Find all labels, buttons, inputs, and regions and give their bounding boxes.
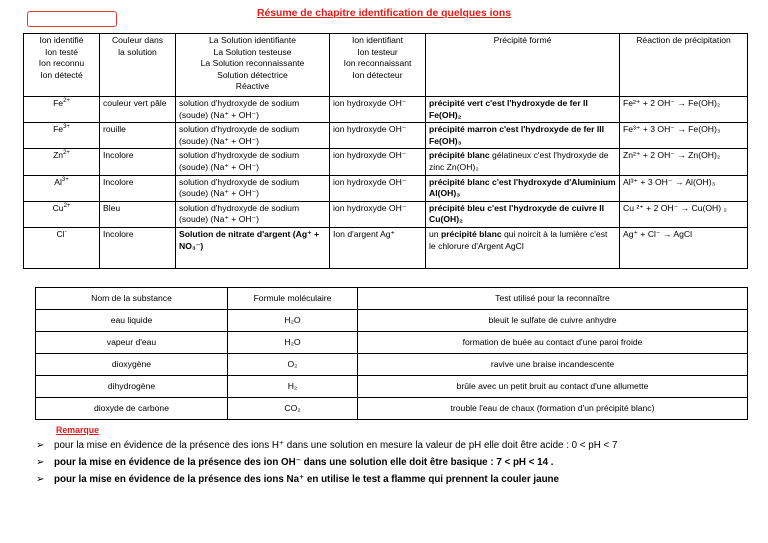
substance-formula: H₂O <box>228 310 358 332</box>
header-line: Ion identifiant <box>351 35 404 45</box>
ion-symbol: Al <box>54 176 62 187</box>
header-line: Ion testé <box>45 46 78 57</box>
color-cell: Incolore <box>100 149 176 175</box>
header-cell <box>176 34 330 97</box>
reaction-cell: Cu ²⁺ + 2 OH⁻ → Cu(OH) ₂ <box>620 201 748 227</box>
page-title: Résume de chapitre identification de quelques ions <box>256 8 512 19</box>
substance-row <box>36 332 748 354</box>
ion-identification-table <box>23 33 748 269</box>
ion-row <box>24 175 748 201</box>
reaction-cell: Fe²⁺ + 2 OH⁻ → Fe(OH)₂ <box>620 97 748 123</box>
header-line: Ion détecté <box>40 69 83 80</box>
header-cell <box>330 34 426 97</box>
test-ion-cell: ion hydroxyde OH⁻ <box>330 97 426 123</box>
precipitate-rest: qui noircit à la lumière c'est le chlorure d'Argent AgCl <box>429 228 608 251</box>
arrow-bullet-icon: ➢ <box>36 440 45 451</box>
precipitate-cell <box>426 175 620 201</box>
substance-formula: H₂O <box>228 332 358 354</box>
reaction-cell: Al³⁺ + 3 OH⁻ → Al(OH)₃ <box>620 175 748 201</box>
arrow-bullet-icon: ➢ <box>36 457 45 468</box>
ion-cell <box>24 149 100 175</box>
precipitate-rest: gélatineux c'est l'hydroxyde de zinc Zn(OH)₂ <box>429 150 609 172</box>
substance-test: brûle avec un petit bruit au contact d'une allumette <box>358 376 748 398</box>
test-ion-cell: ion hydroxyde OH⁻ <box>330 149 426 175</box>
precipitate-bold: précipité bleu c'est l'hydroxyde de cuivre II Cu(OH)₂ <box>429 202 605 225</box>
substance-row <box>36 354 748 376</box>
substance-formula: O₂ <box>228 354 358 376</box>
header-line: Solution détectrice <box>217 69 288 80</box>
test-ion-cell: ion hydroxyde OH⁻ <box>330 201 426 227</box>
ion-symbol: Cu <box>52 202 64 213</box>
substance-test: bleuit le sulfate de cuivre anhydre <box>358 310 748 332</box>
note-item <box>34 474 764 491</box>
header-cell: Test utilisé pour la reconnaître <box>358 288 748 310</box>
ion-symbol: Cl <box>56 228 65 239</box>
notes-list <box>34 440 764 491</box>
header-cell <box>100 34 176 97</box>
ion-row <box>24 227 748 268</box>
color-cell: Incolore <box>100 227 176 268</box>
precipitate-cell <box>426 149 620 175</box>
precipitate-cell <box>426 227 620 268</box>
ion-cell <box>24 175 100 201</box>
header-line: Ion reconnaissant <box>343 58 412 69</box>
ion-charge: 2+ <box>63 202 71 209</box>
precipitate-bold: précipité blanc c'est l'hydroxyde d'Aluminium Al(OH)₃ <box>429 176 616 199</box>
ion-charge: 2+ <box>63 150 70 157</box>
precipitate-cell <box>426 201 620 227</box>
ion-cell <box>24 97 100 123</box>
ion-cell <box>24 227 100 268</box>
header-line: Ion reconnu <box>38 58 85 69</box>
substance-test: formation de buée au contact d'une paroi froide <box>358 332 748 354</box>
ion-row <box>24 201 748 227</box>
substance-row <box>36 398 748 420</box>
header-line: Ion identifié <box>39 35 84 45</box>
header-line: Précipité formé <box>493 35 552 45</box>
precipitate-bold: précipité blanc <box>440 228 502 239</box>
substance-formula: H₂ <box>228 376 358 398</box>
ion-charge: - <box>64 229 67 236</box>
ion-charge: 3+ <box>63 124 70 131</box>
ion-symbol: Fe <box>53 124 64 135</box>
note-item <box>34 457 764 474</box>
substance-row <box>36 310 748 332</box>
note-text: pour la mise en évidence de la présence des ions H⁺ dans une solution en mesure la valeur de pH elle doit être acide : 0 < pH < 7 <box>54 440 618 451</box>
header-row <box>36 288 748 310</box>
reagent-cell: solution d'hydroxyde de sodium (soude) (Na⁺ + OH⁻) <box>176 97 330 123</box>
header-row <box>24 34 748 97</box>
precipitate-cell <box>426 123 620 149</box>
reagent-cell: solution d'hydroxyde de sodium (soude) (Na⁺ + OH⁻) <box>176 123 330 149</box>
precipitate-pre: un <box>429 228 441 239</box>
header-cell <box>620 34 748 97</box>
header-line: Ion détecteur <box>352 69 403 80</box>
arrow-bullet-icon: ➢ <box>36 474 45 485</box>
note-text: pour la mise en évidence de la présence des ions Na⁺ en utilise le test a flamme qui prennent la couler jaune <box>54 474 559 485</box>
ion-row <box>24 149 748 175</box>
reagent-cell: solution d'hydroxyde de sodium (soude) (Na⁺ + OH⁻) <box>176 175 330 201</box>
remarque-heading: Remarque <box>56 425 100 435</box>
precipitate-bold: précipité blanc <box>429 150 490 161</box>
header-line: Réaction de précipitation <box>636 35 731 45</box>
color-cell: rouille <box>100 123 176 149</box>
header-cell <box>24 34 100 97</box>
header-line: la solution <box>118 46 157 57</box>
note-text: pour la mise en évidence de la présence des ion OH⁻ dans une solution elle doit être basique : 7 < pH < 14 . <box>54 457 554 468</box>
ion-symbol: Zn <box>53 150 64 161</box>
note-item <box>34 440 764 457</box>
header-line: Couleur dans <box>111 35 164 45</box>
substance-test: ravive une braise incandescente <box>358 354 748 376</box>
substance-formula: CO₂ <box>228 398 358 420</box>
color-cell: Bleu <box>100 201 176 227</box>
header-line: La Solution testeuse <box>213 46 292 57</box>
ion-cell <box>24 123 100 149</box>
precipitate-cell <box>426 97 620 123</box>
ion-charge: 3+ <box>61 176 69 183</box>
ion-symbol: Fe <box>53 98 64 108</box>
ion-cell <box>24 201 100 227</box>
header-line: Réactive <box>235 81 270 92</box>
header-line: Ion testeur <box>357 46 398 57</box>
precipitate-bold: précipité vert c'est l'hydroxyde de fer II Fe(OH)₂ <box>429 98 588 120</box>
substance-table <box>35 287 748 420</box>
header-line: La Solution reconnaissante <box>200 58 305 69</box>
precipitate-bold: précipité marron c'est l'hydroxyde de fer III Fe(OH)₃ <box>429 124 605 146</box>
color-cell: couleur vert pâle <box>100 97 176 123</box>
substance-test: trouble l'eau de chaux (formation d'un précipité blanc) <box>358 398 748 420</box>
substance-name: eau liquide <box>36 310 228 332</box>
header-cell <box>426 34 620 97</box>
ion-row <box>24 123 748 149</box>
substance-name: vapeur d'eau <box>36 332 228 354</box>
header-cell: Nom de la substance <box>36 288 228 310</box>
test-ion-cell: ion hydroxyde OH⁻ <box>330 123 426 149</box>
reagent-cell: solution d'hydroxyde de sodium (soude) (Na⁺ + OH⁻) <box>176 149 330 175</box>
reaction-cell: Zn²⁺ + 2 OH⁻ → Zn(OH)₂ <box>620 149 748 175</box>
test-ion-cell: Ion d'argent Ag⁺ <box>330 227 426 268</box>
test-ion-cell: ion hydroxyde OH⁻ <box>330 175 426 201</box>
reagent-cell: Solution de nitrate d'argent (Ag⁺ + NO₃⁻) <box>176 227 330 268</box>
substance-name: dioxyde de carbone <box>36 398 228 420</box>
reaction-cell: Fe³⁺ + 3 OH⁻ → Fe(OH)₃ <box>620 123 748 149</box>
ion-row <box>24 97 748 123</box>
substance-name: dioxygène <box>36 354 228 376</box>
color-cell: Incolore <box>100 175 176 201</box>
reaction-cell: Ag⁺ + Cl⁻ → AgCl <box>620 227 748 268</box>
header-cell: Formule moléculaire <box>228 288 358 310</box>
substance-row <box>36 376 748 398</box>
ion-charge: 2+ <box>63 98 70 105</box>
header-line: La Solution identifiante <box>209 35 296 45</box>
reagent-cell: solution d'hydroxyde de sodium (soude) (Na⁺ + OH⁻) <box>176 201 330 227</box>
substance-name: dihydrogène <box>36 376 228 398</box>
